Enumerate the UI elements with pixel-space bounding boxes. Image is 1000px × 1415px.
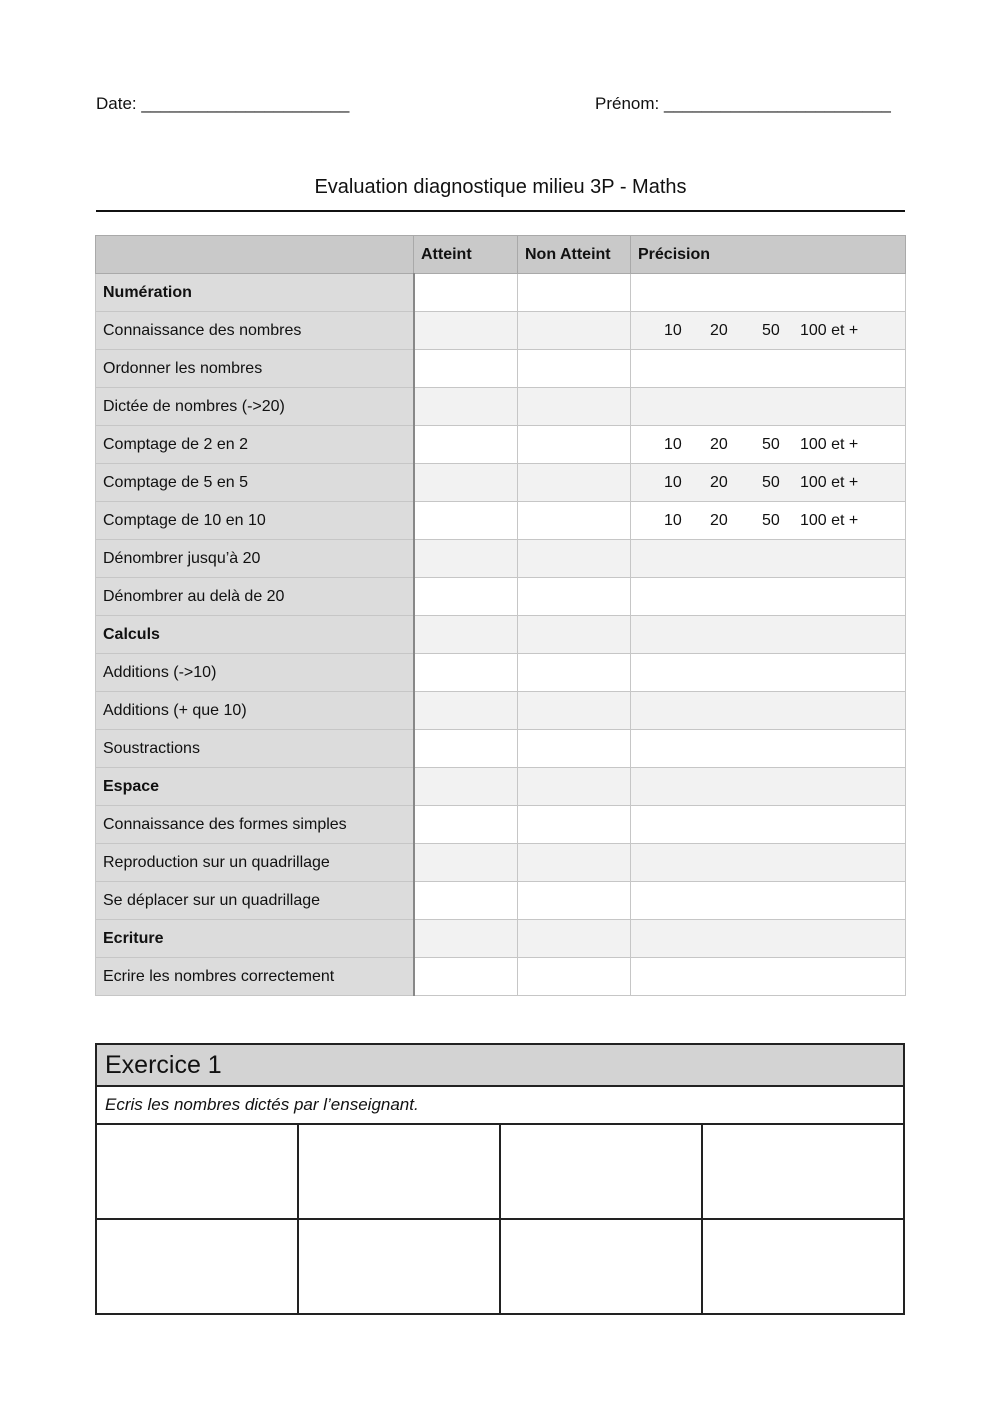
non-atteint-cell[interactable] bbox=[518, 350, 631, 388]
precision-option[interactable]: 10 bbox=[664, 321, 682, 339]
atteint-cell[interactable] bbox=[414, 920, 518, 958]
skill-label: Additions (->10) bbox=[96, 654, 414, 692]
section-row bbox=[96, 768, 906, 806]
table-row bbox=[96, 388, 906, 426]
prenom-field[interactable]: Prénom: ________________________ bbox=[595, 94, 891, 113]
precision-option[interactable]: 100 et + bbox=[800, 511, 859, 529]
precision-option[interactable]: 20 bbox=[710, 473, 728, 491]
answer-box[interactable] bbox=[702, 1219, 904, 1314]
table-row bbox=[96, 730, 906, 768]
precision-option[interactable]: 10 bbox=[664, 435, 682, 453]
exercise-instruction: Ecris les nombres dictés par l’enseignant. bbox=[96, 1086, 904, 1124]
section-row bbox=[96, 274, 906, 312]
section-label: Ecriture bbox=[96, 920, 414, 958]
precision-cell[interactable] bbox=[631, 730, 906, 768]
skill-label: Dictée de nombres (->20) bbox=[96, 388, 414, 426]
exercise-box bbox=[95, 1043, 905, 1315]
precision-cell[interactable] bbox=[631, 502, 906, 540]
precision-option[interactable]: 20 bbox=[710, 321, 728, 339]
precision-options bbox=[638, 474, 898, 492]
exercise-instruction-row bbox=[96, 1086, 904, 1124]
atteint-cell[interactable] bbox=[414, 312, 518, 350]
precision-cell[interactable] bbox=[631, 578, 906, 616]
skill-label: Reproduction sur un quadrillage bbox=[96, 844, 414, 882]
precision-cell[interactable] bbox=[631, 920, 906, 958]
date-field[interactable]: Date: ______________________ bbox=[96, 94, 350, 113]
precision-cell[interactable] bbox=[631, 350, 906, 388]
non-atteint-cell[interactable] bbox=[518, 806, 631, 844]
atteint-cell[interactable] bbox=[414, 844, 518, 882]
exercise-header-row bbox=[96, 1044, 904, 1086]
precision-cell[interactable] bbox=[631, 692, 906, 730]
precision-option[interactable]: 50 bbox=[762, 321, 780, 339]
precision-cell[interactable] bbox=[631, 806, 906, 844]
atteint-cell[interactable] bbox=[414, 502, 518, 540]
skill-label: Se déplacer sur un quadrillage bbox=[96, 882, 414, 920]
precision-option[interactable]: 50 bbox=[762, 473, 780, 491]
non-atteint-cell[interactable] bbox=[518, 502, 631, 540]
atteint-cell[interactable] bbox=[414, 274, 518, 312]
precision-option[interactable]: 100 et + bbox=[800, 435, 859, 453]
column-header-skill bbox=[96, 236, 414, 274]
atteint-cell[interactable] bbox=[414, 616, 518, 654]
table-row bbox=[96, 578, 906, 616]
evaluation-table bbox=[95, 235, 906, 996]
skill-label: Comptage de 10 en 10 bbox=[96, 502, 414, 540]
skill-label: Comptage de 2 en 2 bbox=[96, 426, 414, 464]
non-atteint-cell[interactable] bbox=[518, 540, 631, 578]
skill-label: Additions (+ que 10) bbox=[96, 692, 414, 730]
table-row bbox=[96, 464, 906, 502]
skill-label: Soustractions bbox=[96, 730, 414, 768]
section-label: Numération bbox=[96, 274, 414, 312]
precision-cell[interactable] bbox=[631, 274, 906, 312]
section-row bbox=[96, 616, 906, 654]
skill-label: Dénombrer au delà de 20 bbox=[96, 578, 414, 616]
table-row bbox=[96, 844, 906, 882]
atteint-cell[interactable] bbox=[414, 578, 518, 616]
answer-box[interactable] bbox=[298, 1219, 500, 1314]
table-row bbox=[96, 540, 906, 578]
table-row bbox=[96, 654, 906, 692]
skill-label: Ecrire les nombres correctement bbox=[96, 958, 414, 996]
non-atteint-cell[interactable] bbox=[518, 768, 631, 806]
skill-label: Connaissance des nombres bbox=[96, 312, 414, 350]
non-atteint-cell[interactable] bbox=[518, 730, 631, 768]
precision-cell[interactable] bbox=[631, 464, 906, 502]
answer-box[interactable] bbox=[702, 1124, 904, 1219]
table-row bbox=[96, 958, 906, 996]
precision-cell[interactable] bbox=[631, 616, 906, 654]
atteint-cell[interactable] bbox=[414, 388, 518, 426]
table-row bbox=[96, 312, 906, 350]
answer-box[interactable] bbox=[298, 1124, 500, 1219]
table-row bbox=[96, 426, 906, 464]
atteint-cell[interactable] bbox=[414, 350, 518, 388]
skill-label: Dénombrer jusqu’à 20 bbox=[96, 540, 414, 578]
non-atteint-cell[interactable] bbox=[518, 958, 631, 996]
answer-box[interactable] bbox=[500, 1124, 702, 1219]
precision-cell[interactable] bbox=[631, 426, 906, 464]
skill-label: Ordonner les nombres bbox=[96, 350, 414, 388]
precision-option[interactable]: 20 bbox=[710, 435, 728, 453]
answer-box[interactable] bbox=[96, 1219, 298, 1314]
column-header-non-atteint: Non Atteint bbox=[518, 236, 631, 274]
answer-row bbox=[96, 1124, 904, 1219]
precision-option[interactable]: 100 et + bbox=[800, 473, 859, 491]
atteint-cell[interactable] bbox=[414, 806, 518, 844]
table-row bbox=[96, 806, 906, 844]
non-atteint-cell[interactable] bbox=[518, 616, 631, 654]
precision-options bbox=[638, 322, 898, 340]
precision-option[interactable]: 10 bbox=[664, 511, 682, 529]
precision-option[interactable]: 100 et + bbox=[800, 321, 859, 339]
precision-cell[interactable] bbox=[631, 958, 906, 996]
page-title: Evaluation diagnostique milieu 3P - Maths bbox=[314, 176, 687, 198]
precision-options bbox=[638, 436, 898, 454]
atteint-cell[interactable] bbox=[414, 654, 518, 692]
answer-row bbox=[96, 1219, 904, 1314]
non-atteint-cell[interactable] bbox=[518, 426, 631, 464]
atteint-cell[interactable] bbox=[414, 768, 518, 806]
non-atteint-cell[interactable] bbox=[518, 882, 631, 920]
answer-box[interactable] bbox=[96, 1124, 298, 1219]
precision-cell[interactable] bbox=[631, 540, 906, 578]
precision-cell[interactable] bbox=[631, 844, 906, 882]
precision-cell[interactable] bbox=[631, 654, 906, 692]
skill-label: Connaissance des formes simples bbox=[96, 806, 414, 844]
non-atteint-cell[interactable] bbox=[518, 578, 631, 616]
table-row bbox=[96, 350, 906, 388]
table-header-row bbox=[96, 236, 906, 274]
precision-option[interactable]: 50 bbox=[762, 435, 780, 453]
precision-cell[interactable] bbox=[631, 312, 906, 350]
column-header-precision: Précision bbox=[631, 236, 906, 274]
atteint-cell[interactable] bbox=[414, 464, 518, 502]
non-atteint-cell[interactable] bbox=[518, 312, 631, 350]
atteint-cell[interactable] bbox=[414, 730, 518, 768]
non-atteint-cell[interactable] bbox=[518, 692, 631, 730]
non-atteint-cell[interactable] bbox=[518, 920, 631, 958]
precision-cell[interactable] bbox=[631, 768, 906, 806]
precision-option[interactable]: 50 bbox=[762, 511, 780, 529]
precision-cell[interactable] bbox=[631, 882, 906, 920]
non-atteint-cell[interactable] bbox=[518, 844, 631, 882]
precision-cell[interactable] bbox=[631, 388, 906, 426]
atteint-cell[interactable] bbox=[414, 426, 518, 464]
precision-option[interactable]: 20 bbox=[710, 511, 728, 529]
table-row bbox=[96, 502, 906, 540]
answer-box[interactable] bbox=[500, 1219, 702, 1314]
non-atteint-cell[interactable] bbox=[518, 388, 631, 426]
precision-option[interactable]: 10 bbox=[664, 473, 682, 491]
table-row bbox=[96, 692, 906, 730]
atteint-cell[interactable] bbox=[414, 692, 518, 730]
section-label: Calculs bbox=[96, 616, 414, 654]
atteint-cell[interactable] bbox=[414, 540, 518, 578]
exercise-title: Exercice 1 bbox=[96, 1044, 904, 1086]
non-atteint-cell[interactable] bbox=[518, 274, 631, 312]
atteint-cell[interactable] bbox=[414, 958, 518, 996]
atteint-cell[interactable] bbox=[414, 882, 518, 920]
precision-options bbox=[638, 512, 898, 530]
table-row bbox=[96, 882, 906, 920]
column-header-atteint: Atteint bbox=[414, 236, 518, 274]
title-divider bbox=[96, 210, 905, 212]
skill-label: Comptage de 5 en 5 bbox=[96, 464, 414, 502]
non-atteint-cell[interactable] bbox=[518, 654, 631, 692]
section-row bbox=[96, 920, 906, 958]
non-atteint-cell[interactable] bbox=[518, 464, 631, 502]
section-label: Espace bbox=[96, 768, 414, 806]
